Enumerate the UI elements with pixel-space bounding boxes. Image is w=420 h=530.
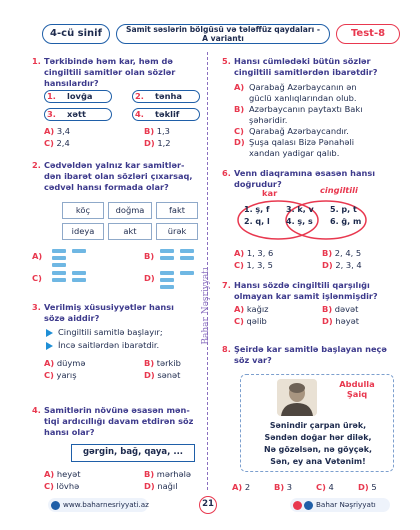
q1-text-line: Tərkibində həm kar, həm də [44, 56, 173, 66]
q8-text-line: söz var? [234, 354, 272, 365]
grade-label: 4-cü sinif [42, 24, 110, 44]
q7-option-a[interactable] [234, 304, 269, 315]
bullet-text: Cingiltili samitlə başlayır; [58, 327, 163, 337]
poem-box [240, 374, 394, 472]
q1-word-num: 2. [135, 91, 144, 101]
table-cell-icon [52, 263, 66, 267]
q8-text-line: Şeirdə kar samitlə başlayan neçə [234, 344, 387, 354]
option-letter: D) [234, 137, 245, 147]
option-letter: C) [234, 126, 244, 136]
option-value: düymə [56, 358, 86, 368]
q1-word-3 [44, 108, 112, 121]
table-cell-icon [180, 256, 194, 260]
venn-right-label: cingiltili [320, 185, 358, 195]
poem-line: Sənindir çarpan ürək, [269, 421, 367, 430]
q4-number: 4. [32, 405, 41, 415]
q8-option-a[interactable] [232, 482, 250, 493]
table-cell-icon [52, 249, 66, 253]
q3-text-line: sözə aiddir? [44, 312, 100, 323]
q4-text-line: Samitlərin növünə əsasən mən- [44, 405, 190, 415]
option-letter: B) [144, 358, 155, 368]
table-cell-icon [160, 278, 174, 282]
option-letter: D) [322, 260, 333, 270]
option-letter: B) [144, 251, 155, 261]
q2-cell: köç [62, 202, 104, 219]
q8-option-d[interactable] [358, 482, 377, 493]
facebook-icon [304, 501, 313, 510]
table-cell-icon [72, 249, 86, 253]
table-cell-icon [180, 249, 194, 253]
q4-text [44, 405, 193, 437]
option-value: 1, 3, 5 [246, 260, 273, 270]
author-name-line: Şaiq [346, 389, 368, 399]
table-cell-icon [52, 271, 66, 275]
test-number: Test-8 [336, 24, 400, 44]
test-title-line1: Samit səslərin bölgüsü və tələffüz qaydaları - [126, 25, 320, 34]
q8-option-b[interactable] [274, 482, 292, 493]
q7-text-line: olmayan kar samit işlənmişdir? [234, 290, 378, 301]
q1-word-text: lovğa [67, 91, 93, 101]
q7-option-b[interactable] [322, 304, 358, 315]
q2-cell: fakt [156, 202, 198, 219]
question-8 [222, 344, 402, 374]
option-value: 4 [328, 482, 334, 492]
option-value: 1,2 [157, 138, 171, 148]
q1-word-num: 1. [47, 91, 56, 101]
q1-word-2 [132, 90, 200, 103]
q4-option-c[interactable] [44, 481, 79, 492]
table-cell-icon [72, 271, 86, 275]
option-letter: B) [322, 304, 333, 314]
option-letter: A) [44, 469, 55, 479]
option-letter: D) [144, 138, 155, 148]
option-line: şəhəridir. [249, 114, 288, 125]
q5-text [234, 56, 377, 78]
option-letter: A) [44, 358, 55, 368]
poem-line: Sən, ey ana Vətənim! [270, 457, 366, 466]
q5-option-b[interactable] [234, 104, 402, 126]
venn-center-item: 3. k, v [286, 205, 314, 214]
q8-option-c[interactable] [316, 482, 334, 493]
vertical-publisher-text: Bahar Nəşriyyatı [201, 267, 212, 345]
option-letter: C) [32, 273, 42, 283]
q3-bullet-2 [46, 340, 206, 351]
q7-text [234, 280, 378, 302]
q3-text-line: Verilmiş xüsusiyyətlər hansı [44, 302, 174, 312]
q1-word-4 [132, 108, 200, 121]
q2-option-b[interactable] [144, 248, 204, 266]
triangle-bullet-icon [46, 342, 53, 350]
q6-option-c[interactable] [234, 260, 273, 271]
poem-line: Nə gözəlsən, nə göyçək, [263, 445, 373, 454]
option-letter: A) [234, 248, 245, 258]
test-title-line2: A variantı [202, 33, 244, 43]
option-letter: A) [32, 251, 43, 261]
question-7 [222, 280, 402, 330]
q3-number: 3. [32, 302, 41, 312]
option-value [234, 82, 402, 104]
option-value: 1, 3, 6 [246, 248, 274, 258]
q4-option-a[interactable] [44, 469, 81, 480]
test-title [116, 24, 330, 44]
q2-option-a[interactable] [32, 248, 112, 266]
option-value: qəlib [246, 316, 267, 326]
option-value: 2, 3, 4 [335, 260, 362, 270]
option-line: güclü xanlıqlarından olub. [249, 92, 357, 103]
q1-text-line: hansılardır? [44, 77, 99, 88]
q3-bullet-1 [46, 327, 206, 338]
q1-number: 1. [32, 56, 41, 66]
q6-option-d[interactable] [322, 260, 362, 271]
q2-cell: ürək [156, 223, 198, 240]
venn-left-item: 1. ş, f [244, 205, 270, 214]
question-1 [32, 56, 202, 150]
q7-text-line: Hansı sözdə cingiltili qarşılığı [234, 280, 370, 290]
q2-table [62, 202, 200, 240]
poem-line: Səndən doğar hər dilək, [264, 433, 372, 442]
option-letter: D) [144, 370, 155, 380]
option-letter: C) [234, 316, 244, 326]
option-value: heyət [56, 469, 81, 479]
table-cell-icon [160, 256, 174, 260]
option-value: 1,3 [156, 126, 170, 136]
page-header [42, 24, 400, 44]
option-letter: A) [232, 482, 243, 492]
option-letter: C) [234, 260, 244, 270]
q6-number: 6. [222, 168, 231, 178]
q4-sequence-box: gərgin, bağ, qaya, ... [71, 444, 195, 462]
website-text: www.baharnesriyyati.az [63, 500, 149, 509]
option-value: 2, 4, 5 [334, 248, 362, 258]
q2-number: 2. [32, 160, 41, 170]
question-5 [222, 56, 402, 166]
option-letter: B) [144, 126, 155, 136]
option-value: lövhə [56, 481, 80, 491]
footer-publisher[interactable] [290, 498, 390, 512]
option-value: nağıl [157, 481, 178, 491]
q8-number: 8. [222, 344, 231, 354]
author-name-line: Abdulla [339, 379, 375, 389]
q7-option-d[interactable] [322, 316, 359, 327]
q1-option-b[interactable] [144, 126, 170, 137]
option-letter: B) [322, 248, 333, 258]
q8-text [234, 344, 387, 366]
option-letter: B) [234, 104, 245, 114]
q3-option-d[interactable] [144, 370, 180, 381]
venn-diagram [228, 190, 378, 242]
footer-website[interactable] [48, 498, 148, 512]
q4-text-line: tiqi ardıcıllığı davam etdirən söz [44, 415, 194, 426]
q1-text-line: cingiltili samitlər olan sözlər [44, 66, 176, 77]
option-value: 2,4 [56, 138, 70, 148]
table-cell-icon [160, 249, 174, 253]
option-line: Qarabağ Azərbaycandır. [249, 126, 349, 136]
q6-option-a[interactable] [234, 248, 273, 259]
option-value: həyət [335, 316, 359, 326]
option-value: 3 [286, 482, 293, 492]
option-value: mərhələ [156, 469, 191, 479]
option-letter: C) [44, 481, 54, 491]
q1-word-1 [44, 90, 112, 103]
option-letter: B) [144, 469, 155, 479]
venn-left-label: kar [262, 188, 278, 198]
option-letter: A) [234, 304, 245, 314]
table-cell-icon [180, 271, 194, 275]
q3-text [44, 302, 174, 324]
option-letter: B) [274, 482, 285, 492]
q3-option-b[interactable] [144, 358, 181, 369]
triangle-bullet-icon [46, 329, 53, 337]
table-cell-icon [52, 256, 66, 260]
option-letter: A) [44, 126, 55, 136]
q1-word-num: 3. [47, 109, 56, 119]
option-line: Şuşa qalası Bizə Pənahəli [249, 137, 355, 147]
venn-center-item: 4. ş, s [286, 217, 313, 226]
q5-number: 5. [222, 56, 231, 66]
q1-option-c[interactable] [44, 138, 70, 149]
q1-option-d[interactable] [144, 138, 171, 149]
q2-cell: doğma [108, 202, 152, 219]
option-value: kağız [246, 304, 269, 314]
q2-text-line: Cədvəldən yalnız kar samitlər- [44, 160, 185, 170]
q2-text-line: dən ibarət olan sözləri çıxarsaq, [44, 170, 193, 181]
q3-option-a[interactable] [44, 358, 85, 369]
q1-option-a[interactable] [44, 126, 70, 137]
q4-option-b[interactable] [144, 469, 191, 480]
q4-option-d[interactable] [144, 481, 178, 492]
venn-left-item: 2. q, l [244, 217, 270, 226]
q2-cell: ideya [62, 223, 104, 240]
option-letter: C) [44, 138, 54, 148]
q1-word-text: tənha [155, 91, 183, 101]
portrait-icon [277, 379, 317, 416]
option-letter: C) [44, 370, 54, 380]
question-6 [222, 168, 402, 276]
option-letter: D) [358, 482, 369, 492]
question-2 [32, 160, 202, 290]
q4-text-line: hansı olar? [44, 426, 95, 437]
option-value: 5 [371, 482, 377, 492]
option-value: tərkib [156, 358, 181, 368]
q2-option-c[interactable] [32, 270, 112, 288]
question-3 [32, 302, 202, 386]
q2-text [44, 160, 192, 192]
option-value: sənət [157, 370, 181, 380]
table-cell-icon [160, 285, 174, 289]
bullet-text: İncə saitlərdən ibarətdir. [58, 340, 160, 350]
option-value [234, 104, 402, 126]
globe-icon [51, 501, 60, 510]
venn-right-item: 6. ğ, m [330, 217, 362, 226]
option-value: 2 [244, 482, 251, 492]
instagram-icon [293, 501, 302, 510]
q5-option-d[interactable] [234, 137, 402, 159]
publisher-text: Bahar Nəşriyyatı [316, 500, 376, 509]
option-value [234, 126, 402, 137]
option-value: 3,4 [56, 126, 71, 136]
q2-text-line: cədvəl hansı formada olar? [44, 181, 169, 192]
q2-cell: akt [108, 223, 152, 240]
option-line: Qarabağ Azərbaycanın ən [249, 82, 357, 92]
q1-word-num: 4. [135, 109, 144, 119]
q5-option-a[interactable] [234, 82, 402, 104]
q1-word-text: xətt [67, 109, 86, 119]
q6-text-line: Venn diaqramına əsasən hansı [234, 168, 376, 178]
option-letter: A) [234, 82, 245, 92]
option-value: dəvət [334, 304, 359, 314]
option-value: yarış [56, 370, 77, 380]
q7-number: 7. [222, 280, 231, 290]
q5-option-c[interactable] [234, 126, 402, 137]
table-cell-icon [72, 278, 86, 282]
q5-text-line: cingiltili samitlərdən ibarətdir? [234, 66, 378, 77]
q1-word-text: təklif [155, 109, 180, 119]
option-value [234, 137, 402, 159]
option-letter: C) [316, 482, 326, 492]
table-cell-icon [160, 271, 174, 275]
option-letter: D) [322, 316, 333, 326]
option-line: Azərbaycanın paytaxtı Bakı [249, 104, 363, 114]
page-number: 21 [199, 496, 217, 514]
option-line: xandan yadigar qalıb. [249, 147, 340, 158]
q6-text-line: doğrudur? [234, 178, 282, 189]
table-cell-icon [52, 278, 66, 282]
q6-option-b[interactable] [322, 248, 361, 259]
q7-option-c[interactable] [234, 316, 267, 327]
poem-author [326, 379, 388, 399]
author-portrait [277, 379, 317, 416]
q5-text-line: Hansı cümlədəki bütün sözlər [234, 56, 371, 66]
option-letter: D) [144, 273, 155, 283]
venn-right-item: 5. p, t [330, 205, 357, 214]
option-letter: D) [144, 481, 155, 491]
q3-option-c[interactable] [44, 370, 77, 381]
q2-option-d[interactable] [144, 270, 204, 288]
q1-text [44, 56, 175, 88]
